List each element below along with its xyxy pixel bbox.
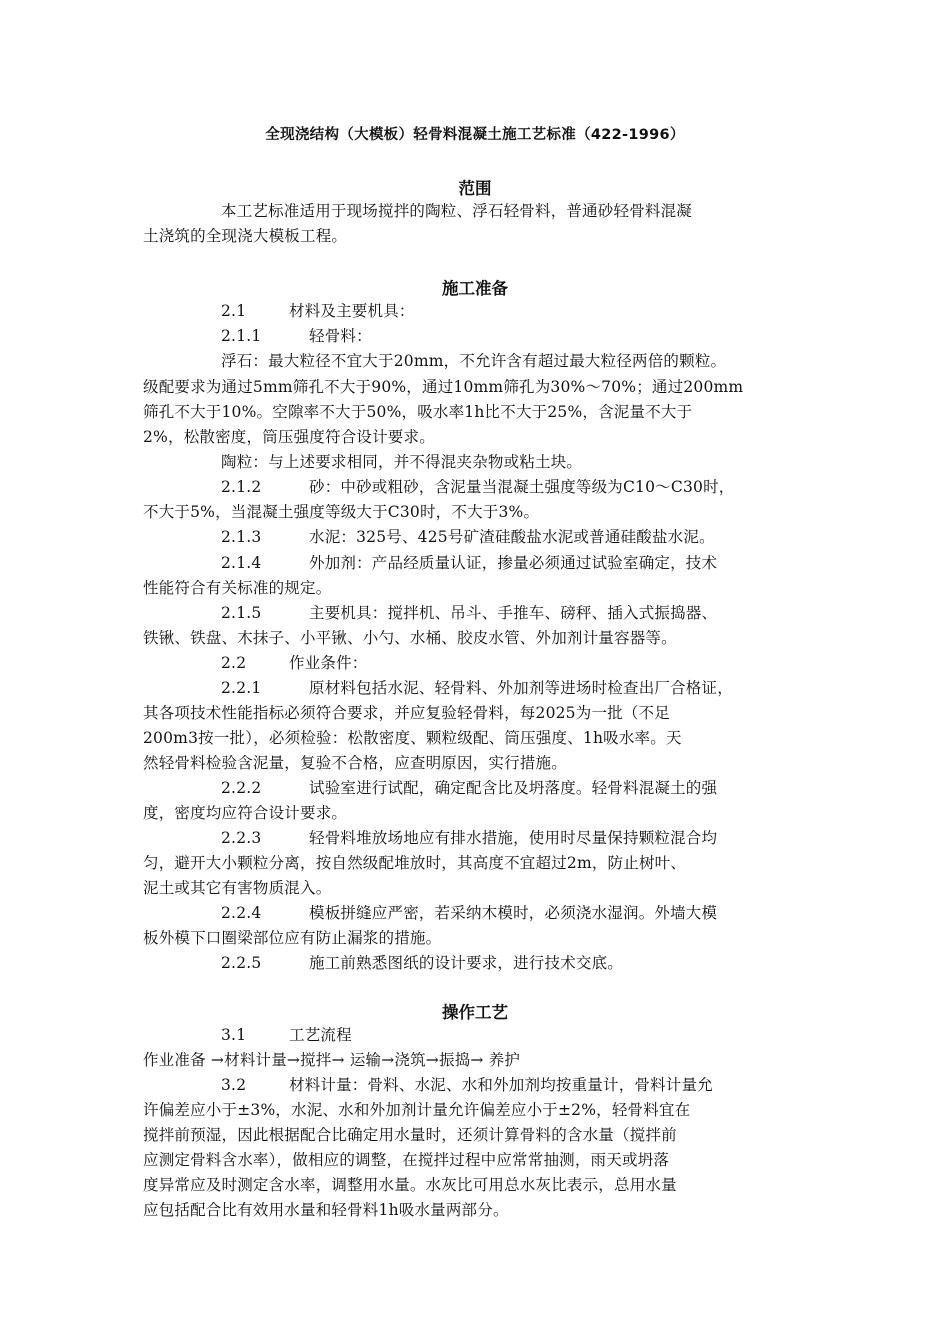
paragraph-line: 然轻骨料检验含泥量，复验不合格，应查明原因，实行措施。 bbox=[143, 754, 567, 772]
paragraph-line: 搅拌前预湿，因此根据配合比确定用水量时，还须计算骨料的含水量（搅拌前 bbox=[143, 1126, 677, 1144]
paragraph-line: 其各项技术性能指标必须符合要求，并应复验轻骨料，每2025为一批（不足 bbox=[143, 704, 670, 722]
clause-number: 3.1 bbox=[221, 1026, 247, 1044]
paragraph-line: 应包括配合比有效用水量和轻骨料1h吸水量两部分。 bbox=[143, 1201, 509, 1219]
clause-2-1-4 bbox=[221, 553, 717, 573]
clause-number: 2.1.5 bbox=[221, 604, 262, 622]
clause-text: 施工前熟悉图纸的设计要求，进行技术交底。 bbox=[309, 954, 624, 972]
clause-number: 2.1.1 bbox=[221, 327, 262, 345]
document-title: 全现浇结构（大模板）轻骨料混凝土施工艺标准（422-1996） bbox=[265, 127, 685, 143]
clause-number: 3.2 bbox=[221, 1076, 247, 1094]
paragraph-line: 许偏差应小于±3%，水泥、水和外加剂计量允许偏差应小于±2%，轻骨料宜在 bbox=[143, 1101, 691, 1119]
paragraph-line: 泥土或其它有害物质混入。 bbox=[143, 879, 332, 897]
clause-number: 2.1.2 bbox=[221, 478, 262, 496]
clause-text: 水泥：325号、425号矿渣硅酸盐水泥或普通硅酸盐水泥。 bbox=[309, 528, 715, 546]
clause-number: 2.2.1 bbox=[221, 679, 262, 697]
paragraph-line: 不大于5%，当混凝土强度等级大于C30时，不大于3%。 bbox=[143, 503, 540, 521]
clause-number: 2.1 bbox=[221, 302, 247, 320]
paragraph-line: 板外模下口圈梁部位应有防止漏浆的措施。 bbox=[143, 929, 442, 947]
clause-text: 材料及主要机具： bbox=[289, 302, 415, 320]
clause-text: 砂：中砂或粗砂，含泥量当混凝土强度等级为C10～C30时， bbox=[309, 478, 735, 496]
clause-text: 工艺流程 bbox=[289, 1026, 352, 1044]
clause-2-1 bbox=[221, 301, 415, 321]
clause-3-1 bbox=[221, 1025, 352, 1045]
clause-text: 原材料包括水泥、轻骨料、外加剂等进场时检查出厂合格证， bbox=[309, 679, 733, 697]
paragraph-line: 性能符合有关标准的规定。 bbox=[143, 579, 332, 597]
section-heading-operation: 操作工艺 bbox=[442, 1003, 508, 1022]
clause-number: 2.1.3 bbox=[221, 528, 262, 546]
paragraph-line: 浮石：最大粒径不宜大于20mm，不允许含有超过最大粒径两倍的颗粒。 bbox=[221, 352, 727, 370]
section-heading-preparation: 施工准备 bbox=[442, 279, 508, 298]
clause-number: 2.2.3 bbox=[221, 829, 262, 847]
clause-number: 2.2.4 bbox=[221, 904, 262, 922]
paragraph-line: 铁锹、铁盘、木抹子、小平锹、小勺、水桶、胶皮水管、外加剂计量容器等。 bbox=[143, 629, 677, 647]
clause-2-1-2 bbox=[221, 477, 734, 497]
clause-text: 主要机具：搅拌机、吊斗、手推车、磅秤、插入式振捣器、 bbox=[309, 604, 718, 622]
clause-text: 轻骨料： bbox=[309, 327, 372, 345]
paragraph-line: 土浇筑的全现浇大模板工程。 bbox=[143, 227, 348, 245]
clause-number: 2.2.2 bbox=[221, 779, 262, 797]
clause-number: 2.2.5 bbox=[221, 954, 262, 972]
paragraph-line: 筛孔不大于10%。空隙率不大于50%，吸水率1h比不大于25%，含泥量不大于 bbox=[143, 403, 693, 421]
clause-2-1-1 bbox=[221, 326, 372, 346]
paragraph-line: 度异常应及时测定含水率，调整用水量。水灰比可用总水灰比表示，总用水量 bbox=[143, 1176, 677, 1194]
clause-2-1-5 bbox=[221, 603, 717, 623]
clause-2-2-4 bbox=[221, 903, 717, 923]
clause-number: 2.2 bbox=[221, 654, 247, 672]
clause-2-2 bbox=[221, 653, 368, 673]
clause-3-2 bbox=[221, 1075, 713, 1095]
section-heading-scope: 范围 bbox=[458, 179, 492, 198]
paragraph-line: 本工艺标准适用于现场搅拌的陶粒、浮石轻骨料，普通砂轻骨料混凝 bbox=[221, 202, 693, 220]
clause-number: 2.1.4 bbox=[221, 554, 262, 572]
clause-text: 材料计量：骨料、水泥、水和外加剂均按重量计，骨料计量允 bbox=[289, 1076, 713, 1094]
paragraph-line: 匀，避开大小颗粒分离，按自然级配堆放时，其高度不宜超过2m，防止树叶、 bbox=[143, 854, 687, 872]
paragraph-line: 级配要求为通过5mm筛孔不大于90%，通过10mm筛孔为30%～70%；通过200mm bbox=[143, 378, 744, 396]
clause-2-2-5 bbox=[221, 953, 623, 973]
clause-text: 轻骨料堆放场地应有排水措施，使用时尽量保持颗粒混合均 bbox=[309, 829, 718, 847]
paragraph-line: 度，密度均应符合设计要求。 bbox=[143, 804, 348, 822]
clause-2-2-2 bbox=[221, 778, 717, 798]
process-flow: 作业准备 →材料计量→搅拌→ 运输→浇筑→振捣→ 养护 bbox=[143, 1051, 521, 1069]
clause-2-1-3 bbox=[221, 527, 715, 547]
paragraph-line: 2%，松散密度，筒压强度符合设计要求。 bbox=[143, 428, 435, 446]
clause-2-2-1 bbox=[221, 678, 733, 698]
paragraph-line: 200m3按一批），必须检验：松散密度、颗粒级配、筒压强度、1h吸水率。天 bbox=[143, 729, 682, 747]
paragraph-line: 应测定骨料含水率），做相应的调整，在搅拌过程中应常常抽测，雨天或坍落 bbox=[143, 1151, 670, 1169]
clause-text: 模板拼缝应严密，若采纳木模时，必须浇水湿润。外墙大模 bbox=[309, 904, 718, 922]
clause-2-2-3 bbox=[221, 828, 717, 848]
clause-text: 作业条件： bbox=[289, 654, 368, 672]
paragraph-line: 陶粒：与上述要求相同，并不得混夹杂物或粘土块。 bbox=[221, 453, 583, 471]
clause-text: 试验室进行试配，确定配含比及坍落度。轻骨料混凝土的强 bbox=[309, 779, 718, 797]
clause-text: 外加剂：产品经质量认证，掺量必须通过试验室确定，技术 bbox=[309, 554, 718, 572]
